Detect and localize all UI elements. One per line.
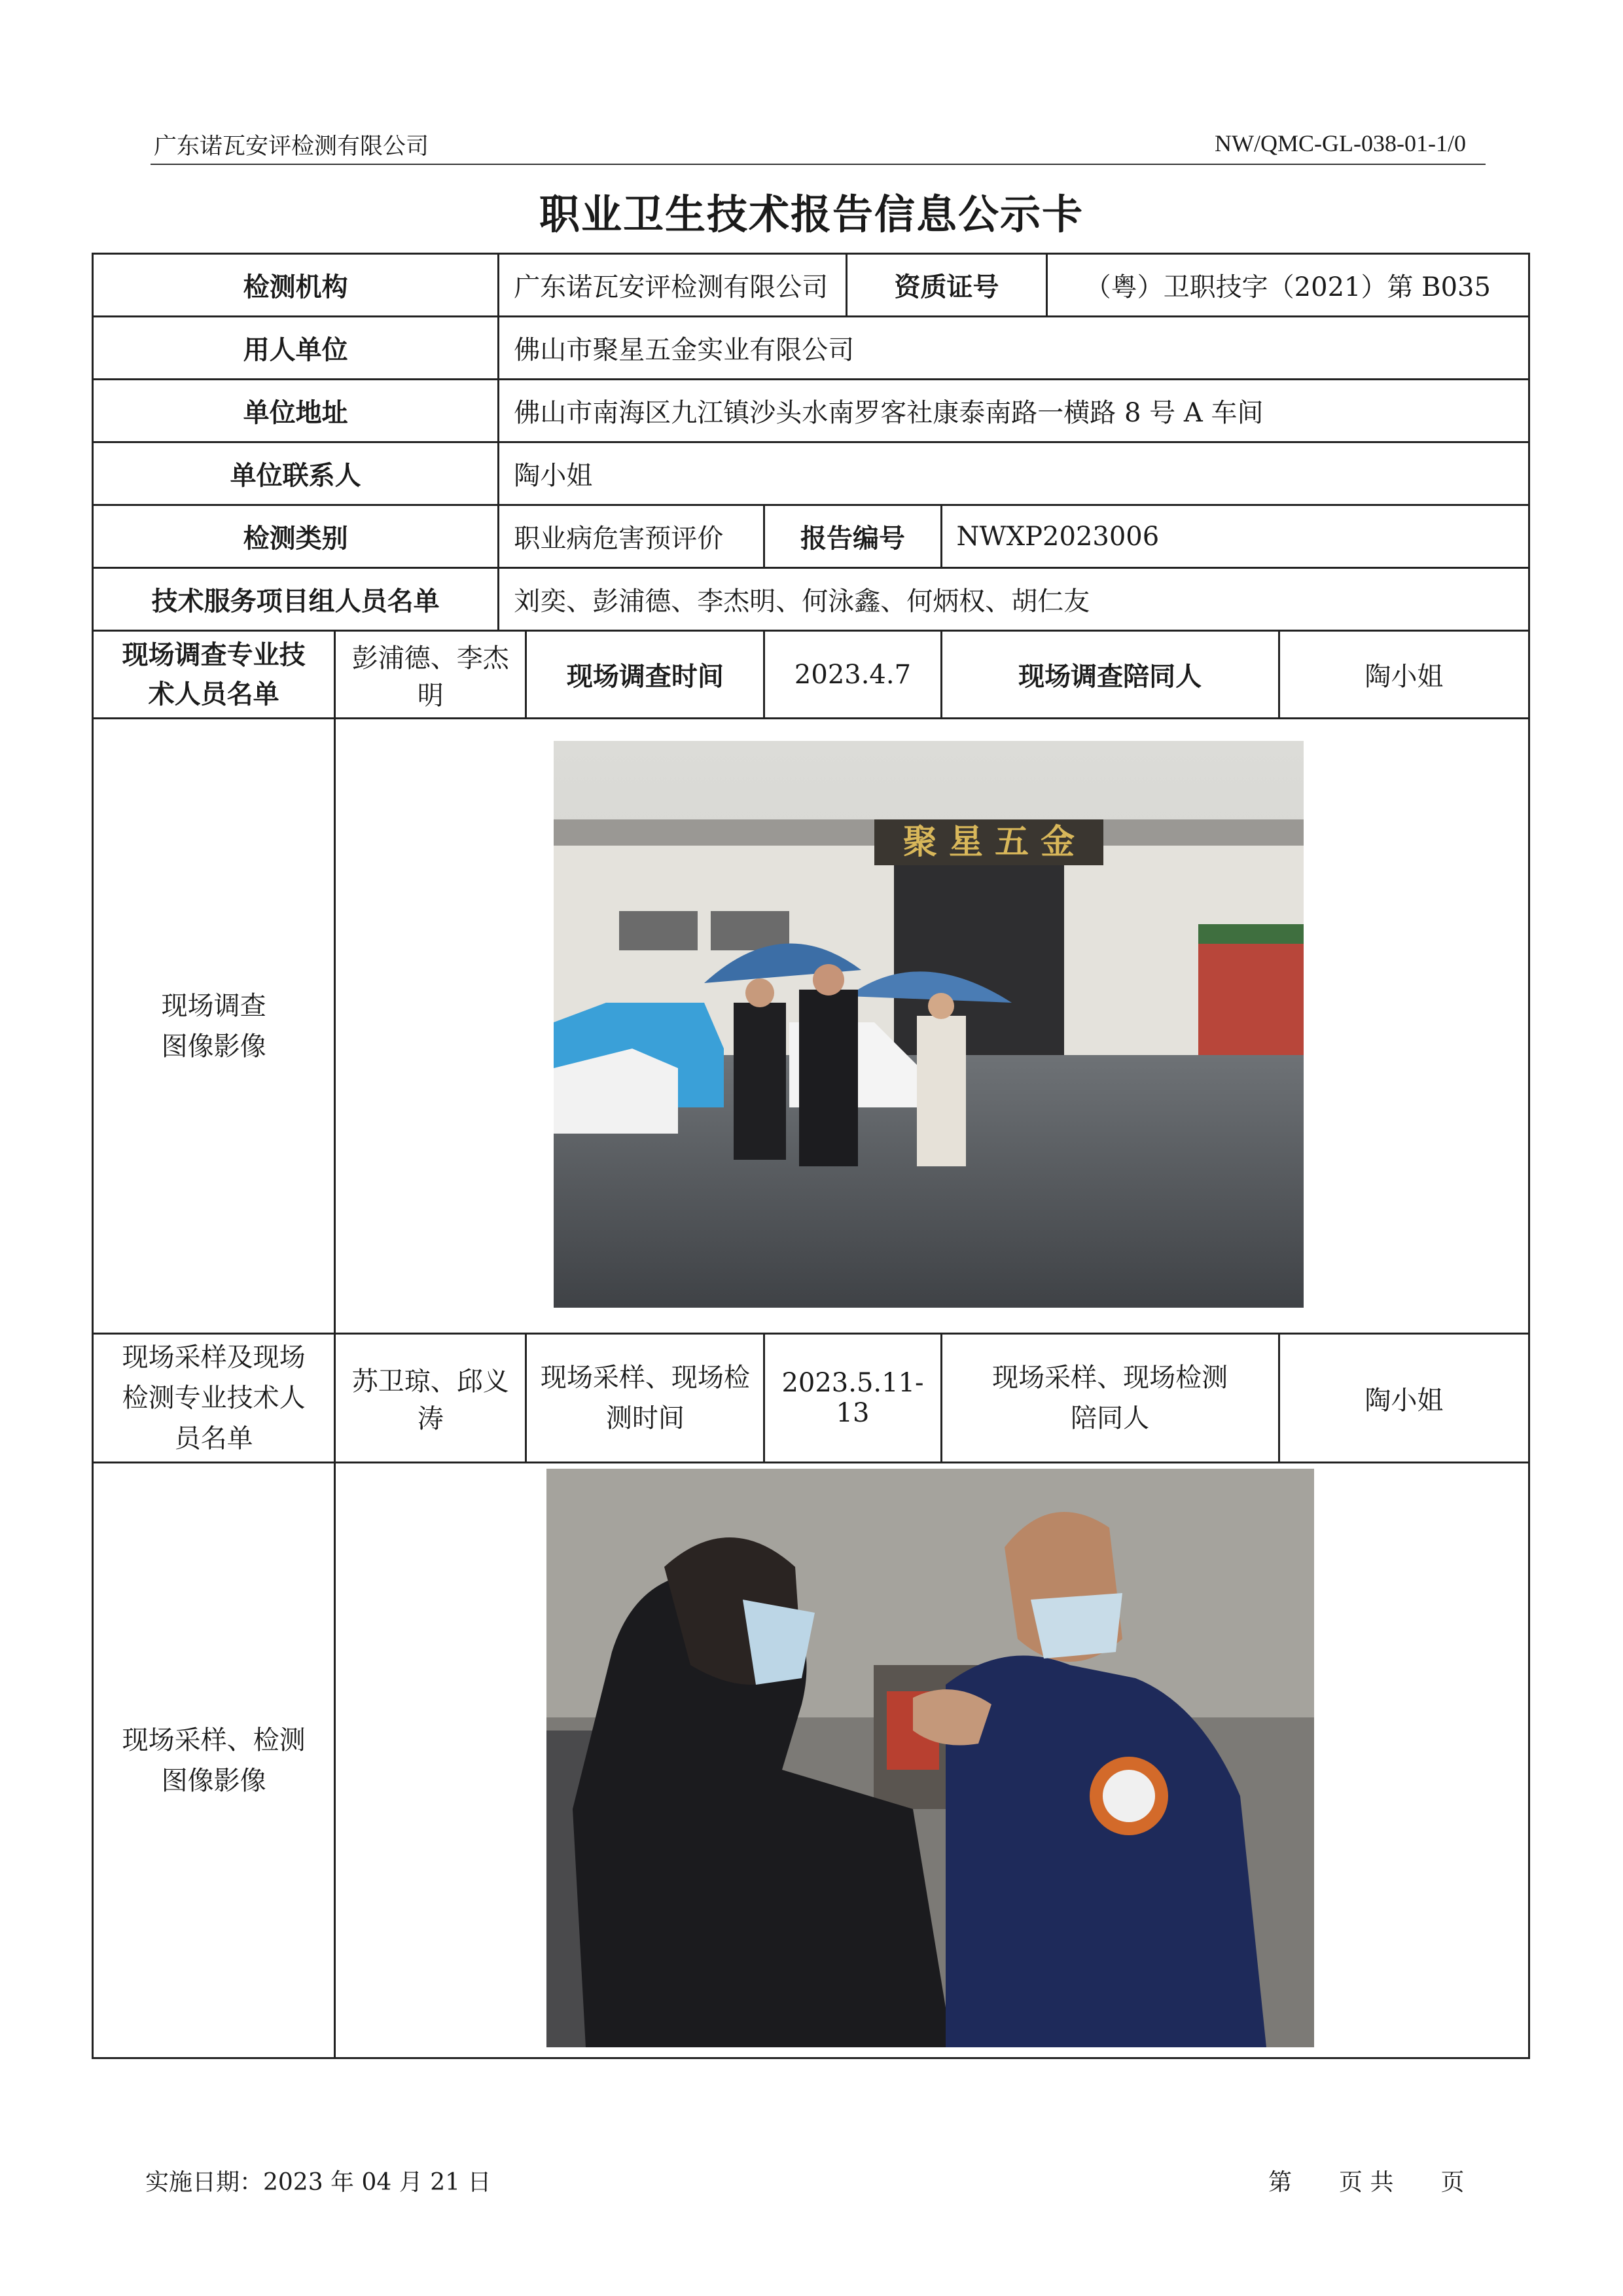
header-doc-code: NW/QMC-GL-038-01-1/0: [1215, 130, 1466, 156]
employer-label: 用人单位: [93, 317, 499, 380]
info-table: [92, 253, 1530, 2059]
sampling-time-label-line2: 测时间: [605, 1403, 685, 1433]
employer-value: 佛山市聚星五金实业有限公司: [499, 317, 1529, 380]
address-value: 佛山市南海区九江镇沙头水南罗客社康泰南路一横路 8 号 A 车间: [499, 380, 1529, 442]
header-company: 广东诺瓦安评检测有限公司: [154, 134, 429, 160]
sampling-staff-label-line1: 现场采样及现场: [122, 1342, 306, 1372]
sampling-staff-label: [93, 1334, 335, 1463]
sampling-escort-label-line2: 陪同人: [1071, 1403, 1150, 1433]
sampling-photo-image: [546, 1469, 1314, 2047]
category-label: 检测类别: [93, 505, 499, 568]
survey-staff-label-line1: 现场调查专业技: [122, 639, 306, 670]
team-value: 刘奕、彭浦德、李杰明、何泳鑫、何炳权、胡仁友: [499, 568, 1529, 631]
sampling-escort-value: 陶小姐: [1279, 1334, 1529, 1463]
survey-escort-value: 陶小姐: [1279, 631, 1529, 719]
sampling-photo-cell: [335, 1463, 1529, 2058]
agency-value: 广东诺瓦安评检测有限公司: [499, 254, 847, 317]
survey-photo-label-line1: 现场调查: [161, 990, 266, 1021]
sampling-time-label-line1: 现场采样、现场检: [540, 1363, 750, 1393]
category-value: 职业病危害预评价: [499, 505, 764, 568]
sampling-photo-label-line1: 现场采样、检测: [122, 1725, 306, 1755]
survey-photo-cell: [335, 719, 1529, 1334]
sampling-staff-value: 苏卫琼、邱义涛: [335, 1334, 526, 1463]
qual-label: 资质证号: [847, 254, 1046, 317]
sampling-staff-label-line2: 检测专业技术人: [122, 1383, 306, 1413]
address-label: 单位地址: [93, 380, 499, 442]
page-title: 职业卫生技术报告信息公示卡: [539, 190, 1084, 238]
report-no-label: 报告编号: [764, 505, 941, 568]
survey-staff-label: [93, 631, 335, 719]
footer-page: 第 页 共 页: [1268, 2169, 1465, 2196]
sampling-time-label: [526, 1334, 764, 1463]
survey-photo-label: [93, 719, 335, 1334]
survey-staff-value: 彭浦德、李杰明: [335, 631, 526, 719]
shop-sign: 聚 星 五 金: [903, 822, 1075, 862]
sampling-escort-label: [941, 1334, 1279, 1463]
agency-label: 检测机构: [93, 254, 499, 317]
sampling-photo-label-line2: 图像影像: [161, 1765, 266, 1796]
survey-photo: [554, 741, 1304, 1308]
sampling-photo: [546, 1469, 1314, 2047]
report-no-value: NWXP2023006: [941, 505, 1529, 568]
footer-date: 实施日期：2023 年 04 月 21 日: [145, 2169, 491, 2196]
qual-value: （粤）卫职技字（2021）第 B035: [1046, 254, 1529, 317]
sampling-photo-label: [93, 1463, 335, 2058]
sampling-escort-label-line1: 现场采样、现场检测: [992, 1363, 1228, 1393]
survey-time-label: 现场调查时间: [526, 631, 764, 719]
survey-time-value: 2023.4.7: [764, 631, 941, 719]
sampling-staff-label-line3: 员名单: [174, 1424, 253, 1454]
survey-escort-label: 现场调查陪同人: [941, 631, 1279, 719]
survey-photo-label-line2: 图像影像: [161, 1031, 266, 1062]
survey-photo-image: [554, 741, 1304, 1308]
survey-staff-label-line2: 术人员名单: [148, 679, 279, 709]
sampling-time-value: 2023.5.11-13: [764, 1334, 941, 1463]
contact-label: 单位联系人: [93, 442, 499, 505]
header-rule: [151, 164, 1486, 165]
contact-value: 陶小姐: [499, 442, 1529, 505]
team-label: 技术服务项目组人员名单: [93, 568, 499, 631]
